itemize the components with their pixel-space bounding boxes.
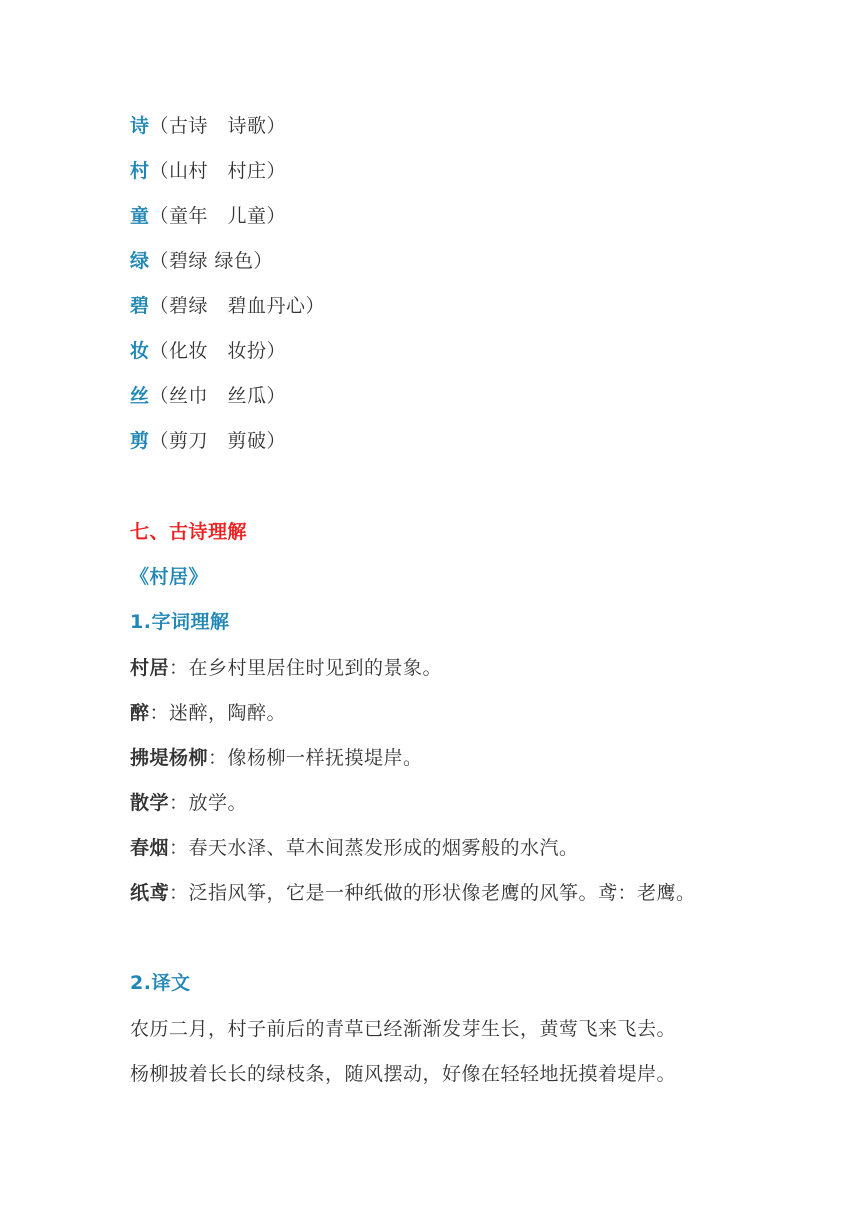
vocab-char: 村 <box>130 160 150 182</box>
vocab-item <box>130 248 273 274</box>
vocab-char: 妆 <box>130 340 150 362</box>
vocab-char: 童 <box>130 205 150 227</box>
glossary-term: 拂堤杨柳 <box>130 747 209 769</box>
glossary-item <box>130 790 247 816</box>
glossary-item <box>130 880 696 906</box>
glossary-item <box>130 700 286 726</box>
vocab-words: （剪刀 剪破） <box>149 430 287 452</box>
vocab-words: （碧绿 碧血丹心） <box>149 295 326 317</box>
vocab-item <box>130 428 286 454</box>
vocab-char: 丝 <box>130 385 150 407</box>
subheading-translation: 2.译文 <box>130 972 191 994</box>
glossary-definition: ：春天水泽、草木间蒸发形成的烟雾般的水汽。 <box>169 837 579 859</box>
vocab-char: 碧 <box>130 295 150 317</box>
vocab-words: （碧绿 绿色） <box>149 250 274 272</box>
glossary-definition: ：放学。 <box>169 792 248 814</box>
vocab-words: （丝巾 丝瓜） <box>149 385 287 407</box>
translation-line: 杨柳披着长长的绿枝条，随风摆动，好像在轻轻地抚摸着堤岸。 <box>130 1063 677 1085</box>
subheading-vocabulary: 1.字词理解 <box>130 611 230 633</box>
vocab-item <box>130 338 286 364</box>
vocab-char: 剪 <box>130 430 150 452</box>
glossary-definition: ：泛指风筝，它是一种纸做的形状像老鹰的风筝。鸢：老鹰。 <box>169 882 696 904</box>
translation-line: 农历二月，村子前后的青草已经渐渐发芽生长，黄莺飞来飞去。 <box>130 1018 677 1040</box>
vocab-char: 诗 <box>130 115 150 137</box>
vocab-words: （古诗 诗歌） <box>149 115 287 137</box>
glossary-definition: ：在乡村里居住时见到的景象。 <box>169 657 443 679</box>
glossary-term: 纸鸢 <box>130 882 170 904</box>
glossary-item <box>130 745 423 771</box>
glossary-term: 村居 <box>130 657 170 679</box>
poem-title: 《村居》 <box>130 566 209 588</box>
vocab-item <box>130 113 286 139</box>
glossary-term: 醉 <box>130 702 150 724</box>
vocab-item <box>130 293 325 319</box>
vocab-item <box>130 383 286 409</box>
vocab-words: （化妆 妆扮） <box>149 340 287 362</box>
glossary-definition: ：迷醉，陶醉。 <box>149 702 287 724</box>
vocab-item <box>130 203 286 229</box>
vocab-char: 绿 <box>130 250 150 272</box>
vocab-item <box>130 158 286 184</box>
glossary-item <box>130 655 442 681</box>
section-heading: 七、古诗理解 <box>130 521 248 543</box>
glossary-definition: ：像杨柳一样抚摸堤岸。 <box>208 747 423 769</box>
glossary-term: 散学 <box>130 792 170 814</box>
vocab-words: （童年 儿童） <box>149 205 287 227</box>
glossary-item <box>130 835 579 861</box>
vocab-words: （山村 村庄） <box>149 160 287 182</box>
glossary-term: 春烟 <box>130 837 170 859</box>
